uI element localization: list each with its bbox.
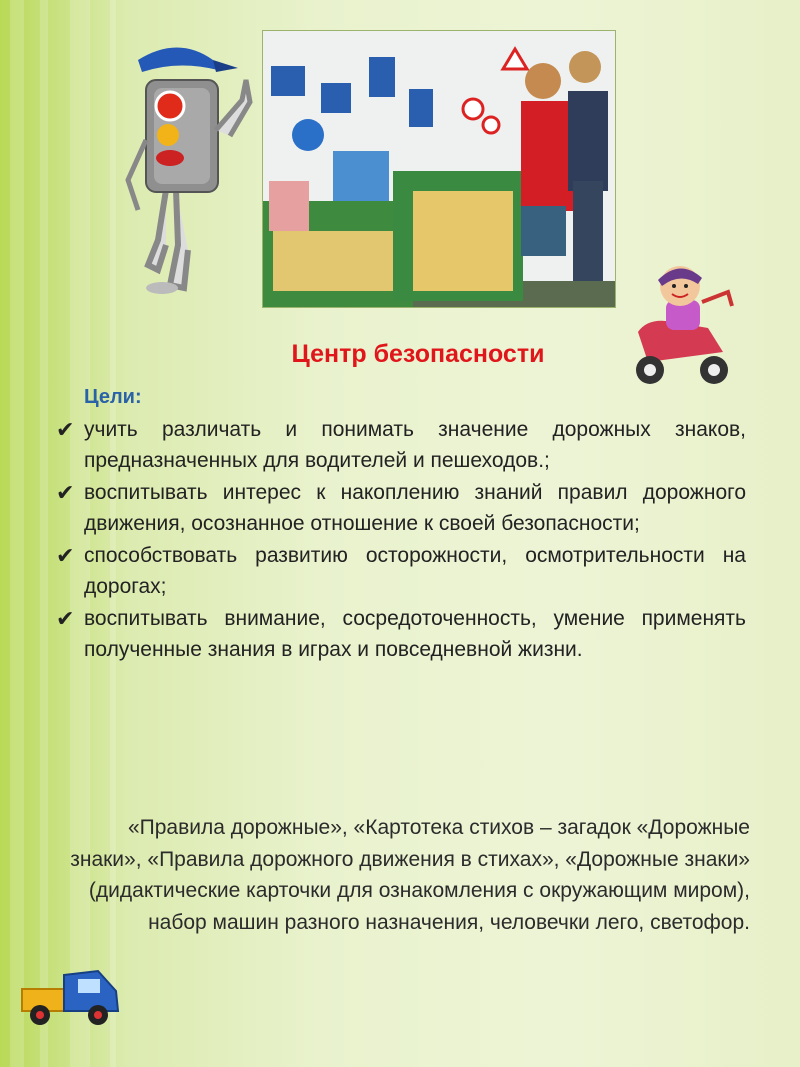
goal-text: воспитывать интерес к накоплению знаний правил дорожного движения, осознанное отношение к своей безопасности; [84,480,746,535]
list-item [46,540,746,603]
goal-text: учить различать и понимать значение дорожных знаков, предназначенных для водителей и пешеходов.; [84,417,746,472]
page-title: Центр безопасности [291,340,545,368]
goals-heading: Цели: [84,386,142,408]
list-item [46,477,746,540]
goal-text: способствовать развитию осторожности, осмотрительности на дорогах; [84,543,746,598]
list-item [46,414,746,477]
classroom-photo [262,30,616,308]
checkmark-icon: ✔ [56,605,75,631]
materials-text: «Правила дорожные», «Картотека стихов – загадок «Дорожные знаки», «Правила дорожного движения в стихах», «Дорожные знаки» (дидактические карточки для ознакомления с окружающим миром), набор машин разного назначения, человечки лего, светофор. [70,816,750,934]
checkmark-icon: ✔ [56,542,75,568]
blue-truck-icon [20,965,124,1027]
list-item [46,603,746,666]
goal-text: воспитывать внимание, сосредоточенность, умение применять полученные знания в играх и повседневной жизни. [84,606,746,661]
checkmark-icon: ✔ [56,416,75,442]
traffic-light-mascot-icon [118,40,253,298]
child-on-scooter-icon [628,262,740,390]
checkmark-icon: ✔ [56,479,75,505]
goals-section [46,382,746,666]
